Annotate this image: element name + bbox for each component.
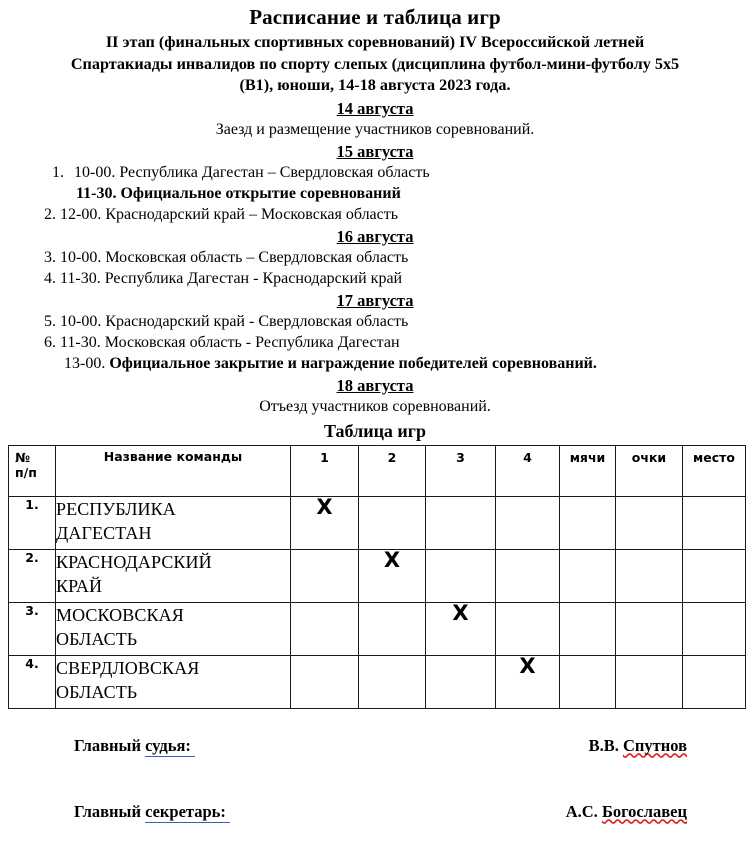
- chief-secretary-role-underlined: секретарь:: [145, 801, 231, 821]
- row-1-cell-4[interactable]: [496, 496, 560, 549]
- games-table-header-row: [9, 445, 746, 496]
- match-item-3-number: 3.: [44, 248, 56, 266]
- row-2-cell-3[interactable]: [426, 549, 496, 602]
- row-2-team-name-line1: КРАСНОДАРСКИЙ: [56, 551, 212, 572]
- row-4-cell-2[interactable]: [359, 655, 426, 708]
- row-3-points[interactable]: [616, 602, 683, 655]
- table-row: [9, 655, 746, 708]
- closing-ceremony-time: 13-00.: [64, 354, 110, 372]
- match-item-2-text: 12-00. Краснодарский край – Московская область: [60, 205, 399, 223]
- row-2-goals[interactable]: [560, 549, 616, 602]
- day-heading-18: [0, 375, 750, 396]
- row-1-cell-1-mark: X: [316, 494, 333, 519]
- row-3-cell-2[interactable]: [359, 602, 426, 655]
- row-4-number: 4.: [9, 655, 56, 708]
- row-2-number: 2.: [9, 549, 56, 602]
- match-item-4-number: 4.: [44, 269, 56, 287]
- row-4-team-name-line1: СВЕРДЛОВСКАЯ: [56, 657, 200, 678]
- column-header-opponent-2: 2: [359, 445, 426, 496]
- match-item-4: [0, 268, 750, 289]
- match-item-5-number: 5.: [44, 312, 56, 330]
- match-item-5-text: 10-00. Краснодарский край - Свердловская область: [60, 312, 409, 330]
- row-1-cell-3[interactable]: [426, 496, 496, 549]
- row-3-team-name-line2: ОБЛАСТЬ: [56, 628, 138, 649]
- chief-judge-role-underlined: судья:: [145, 735, 196, 755]
- match-item-4-text: 11-30. Республика Дагестан - Краснодарский край: [60, 269, 403, 287]
- closing-ceremony-text: Официальное закрытие и награждение победителей соревнований.: [109, 354, 597, 372]
- row-4-cell-1[interactable]: [291, 655, 359, 708]
- opening-ceremony-text: Официальное открытие соревнований: [120, 184, 401, 202]
- opening-ceremony-time: 11-30.: [76, 184, 121, 202]
- signature-row-chief-secretary: [8, 801, 745, 823]
- row-4-place[interactable]: [683, 655, 746, 708]
- row-2-team-name: [56, 549, 291, 602]
- column-header-team-name: Название команды: [56, 445, 291, 496]
- day-heading-14-text: 14 августа: [336, 98, 414, 118]
- match-item-6-text: 11-30. Московская область - Республика Дагестан: [60, 333, 400, 351]
- row-4-cell-3[interactable]: [426, 655, 496, 708]
- match-item-6: [0, 332, 750, 353]
- subtitle-line-3: (В1), юноши, 14-18 августа 2023 года.: [239, 76, 511, 94]
- row-4-cell-4[interactable]: [496, 655, 560, 708]
- match-item-1-number: 1.: [52, 163, 64, 181]
- row-2-cell-2[interactable]: [359, 549, 426, 602]
- row-1-team-name-line1: РЕСПУБЛИКА: [56, 498, 176, 519]
- row-1-cell-2[interactable]: [359, 496, 426, 549]
- match-item-3: [0, 247, 750, 268]
- chief-judge-role: [8, 735, 195, 757]
- day-heading-15: [0, 141, 750, 162]
- row-2-points[interactable]: [616, 549, 683, 602]
- document-page: [0, 4, 750, 855]
- chief-secretary-name: [566, 801, 745, 823]
- chief-judge-initials: В.В.: [588, 735, 623, 755]
- row-2-cell-1[interactable]: [291, 549, 359, 602]
- day-heading-16: [0, 226, 750, 247]
- row-4-team-name: [56, 655, 291, 708]
- games-table: [8, 445, 746, 709]
- day-note-14: Заезд и размещение участников соревнований.: [215, 120, 535, 138]
- document-subtitle: [14, 32, 736, 97]
- chief-judge-surname: Спутнов: [622, 735, 687, 755]
- row-3-team-name: [56, 602, 291, 655]
- match-item-5: [0, 311, 750, 332]
- column-header-points: очки: [616, 445, 683, 496]
- chief-judge-name: [589, 735, 745, 757]
- day-heading-14: [0, 98, 750, 119]
- column-header-np: [9, 445, 56, 496]
- row-3-cell-1[interactable]: [291, 602, 359, 655]
- row-4-cell-4-mark: X: [519, 653, 536, 678]
- signature-row-chief-judge: [8, 735, 745, 757]
- row-3-cell-3-mark: X: [452, 600, 469, 625]
- games-table-wrapper: [0, 445, 750, 709]
- match-item-1-text: 10-00. Республика Дагестан – Свердловская область: [74, 163, 430, 181]
- column-header-opponent-4: 4: [496, 445, 560, 496]
- column-header-place: место: [683, 445, 746, 496]
- day-note-18: Отъезд участников соревнований.: [259, 397, 491, 415]
- match-item-2: [0, 204, 750, 225]
- match-item-1: [0, 162, 750, 183]
- match-item-2-number: 2.: [44, 205, 56, 223]
- row-3-goals[interactable]: [560, 602, 616, 655]
- column-header-np-line2: п/п: [15, 464, 37, 480]
- column-header-opponent-1: 1: [291, 445, 359, 496]
- chief-secretary-surname: Богославец: [601, 801, 687, 821]
- row-4-team-name-line2: ОБЛАСТЬ: [56, 681, 138, 702]
- row-1-place[interactable]: [683, 496, 746, 549]
- day-heading-15-text: 15 августа: [336, 141, 414, 161]
- subtitle-line-1: II этап (финальных спортивных соревнований) IV Всероссийской летней: [105, 33, 645, 51]
- match-item-6-number: 6.: [44, 333, 56, 351]
- table-row: [9, 549, 746, 602]
- chief-secretary-initials: А.С.: [565, 801, 602, 821]
- page-title: Расписание и таблица игр: [249, 5, 501, 29]
- day-heading-17: [0, 290, 750, 311]
- column-header-opponent-3: 3: [426, 445, 496, 496]
- column-header-goals: мячи: [560, 445, 616, 496]
- row-1-number: 1.: [9, 496, 56, 549]
- chief-secretary-role-prefix: Главный: [74, 801, 146, 821]
- row-1-cell-1[interactable]: [291, 496, 359, 549]
- row-3-number: 3.: [9, 602, 56, 655]
- row-1-team-name: [56, 496, 291, 549]
- subtitle-line-2: Спартакиады инвалидов по спорту слепых (дисциплина футбол-мини-футболу 5х5: [70, 54, 680, 73]
- chief-judge-role-prefix: Главный: [74, 735, 146, 755]
- row-2-team-name-line2: КРАЙ: [56, 575, 103, 596]
- row-3-team-name-line1: МОСКОВСКАЯ: [56, 604, 184, 625]
- schedule-section: [0, 98, 750, 417]
- table-row: [9, 496, 746, 549]
- games-table-caption: Таблица игр: [323, 420, 426, 441]
- row-3-cell-4[interactable]: [496, 602, 560, 655]
- row-3-place[interactable]: [683, 602, 746, 655]
- opening-ceremony-note: [0, 183, 750, 204]
- row-1-goals[interactable]: [560, 496, 616, 549]
- day-heading-16-text: 16 августа: [336, 226, 414, 246]
- table-row: [9, 602, 746, 655]
- row-3-cell-3[interactable]: [426, 602, 496, 655]
- row-4-points[interactable]: [616, 655, 683, 708]
- chief-secretary-role: [8, 801, 230, 823]
- row-1-team-name-line2: ДАГЕСТАН: [56, 522, 152, 543]
- row-4-goals[interactable]: [560, 655, 616, 708]
- day-heading-17-text: 17 августа: [336, 290, 414, 310]
- row-2-place[interactable]: [683, 549, 746, 602]
- match-item-3-text: 10-00. Московская область – Свердловская область: [60, 248, 409, 266]
- signature-block: [0, 735, 750, 823]
- row-2-cell-4[interactable]: [496, 549, 560, 602]
- day-heading-18-text: 18 августа: [336, 375, 414, 395]
- row-1-points[interactable]: [616, 496, 683, 549]
- row-2-cell-2-mark: X: [383, 547, 401, 572]
- column-header-np-line1: №: [15, 449, 31, 465]
- closing-ceremony-note: [0, 353, 750, 374]
